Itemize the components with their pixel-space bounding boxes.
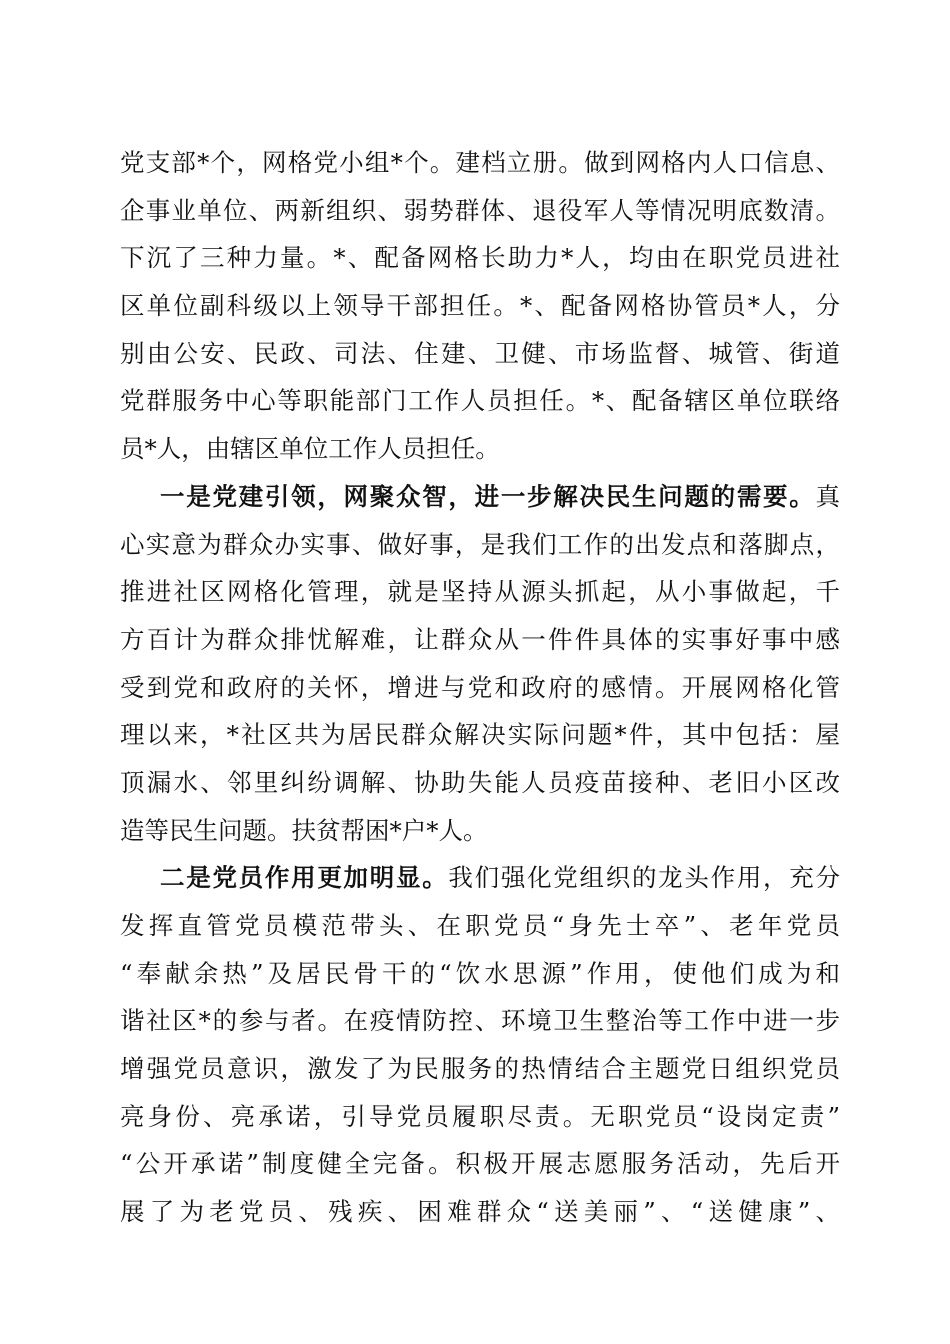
- paragraph-heading: 二是党员作用更加明显。: [160, 863, 449, 893]
- text-line: 受到党和政府的关怀，增进与党和政府的感情。开展网格化管: [120, 672, 840, 702]
- text-line: 别由公安、民政、司法、住建、卫健、市场监督、城管、街道: [120, 338, 840, 368]
- text-line: 增强党员意识，激发了为民服务的热情结合主题党日组织党员: [120, 1054, 840, 1084]
- text-line: “奉献余热”及居民骨干的“饮水思源”作用，使他们成为和: [120, 958, 840, 988]
- paragraph-first-line: [120, 473, 840, 521]
- text-line: “公开承诺”制度健全完备。积极开展志愿服务活动，先后开: [120, 1149, 840, 1179]
- text-line: 党支部*个，网格党小组*个。建档立册。做到网格内人口信息、: [120, 148, 840, 177]
- paragraph-first-line: [120, 854, 840, 902]
- text-line: 员*人，由辖区单位工作人员担任。: [120, 434, 500, 464]
- text-line: 推进社区网格化管理，就是坚持从源头抓起，从小事做起，千: [120, 577, 840, 607]
- text-line: 谐社区*的参与者。在疫情防控、环境卫生整治等工作中进一步: [120, 1006, 840, 1036]
- text-run: 真: [815, 481, 840, 511]
- text-line: 企事业单位、两新组织、弱势群体、退役军人等情况明底数清。: [120, 195, 840, 225]
- paragraph-heading: 一是党建引领，网聚众智，进一步解决民生问题的需要。: [160, 481, 816, 511]
- text-line: 理以来，*社区共为居民群众解决实际问题*件，其中包括：屋: [120, 720, 840, 750]
- text-line: 党群服务中心等职能部门工作人员担任。*、配备辖区单位联络: [120, 386, 840, 416]
- text-line: 心实意为群众办实事、做好事，是我们工作的出发点和落脚点，: [120, 529, 840, 559]
- text-line: 发挥直管党员模范带头、在职党员“身先士卒”、老年党员: [120, 911, 840, 940]
- text-line: 方百计为群众排忧解难，让群众从一件件具体的实事好事中感: [120, 624, 840, 654]
- text-line: 顶漏水、邻里纠纷调解、协助失能人员疫苗接种、老旧小区改: [120, 767, 840, 797]
- text-line: 区单位副科级以上领导干部担任。*、配备网格协管员*人，分: [120, 291, 840, 321]
- text-line: 亮身份、亮承诺，引导党员履职尽责。无职党员“设岗定责”: [120, 1101, 840, 1131]
- text-line: 造等民生问题。扶贫帮困*户*人。: [120, 815, 488, 845]
- text-run: 我们强化党组织的龙头作用，充分: [448, 863, 841, 893]
- text-line: 展了为老党员、残疾、困难群众“送美丽”、“送健康”、: [120, 1197, 840, 1227]
- body-text: [120, 139, 840, 1236]
- text-line: 下沉了三种力量。*、配备网格长助力*人，均由在职党员进社: [120, 243, 840, 273]
